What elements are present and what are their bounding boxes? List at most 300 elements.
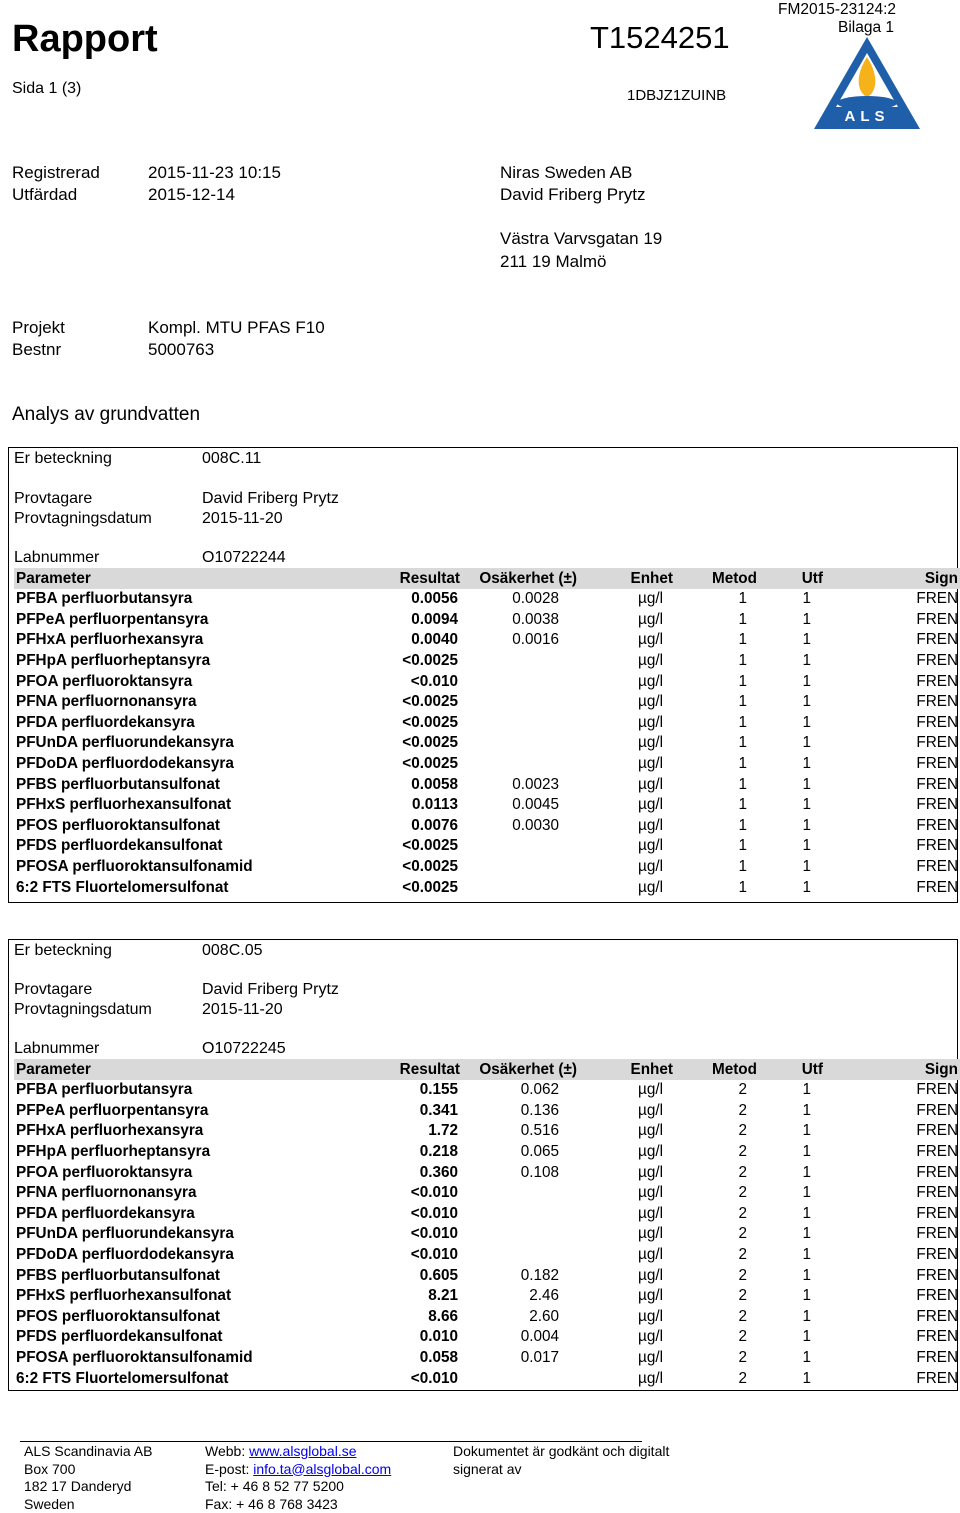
parameter-cell: PFOSA perfluoroktansulfonamid xyxy=(16,858,253,876)
utf-cell: 1 xyxy=(802,1225,811,1243)
uncertainty-cell: 0.0030 xyxy=(512,816,559,834)
parameter-cell: PFDoDA perfluordodekansyra xyxy=(16,755,234,773)
result-cell: <0.0025 xyxy=(402,734,458,752)
uncertainty-cell xyxy=(462,1183,579,1204)
parameter-cell: 6:2 FTS Fluortelomersulfonat xyxy=(16,1369,229,1387)
method-cell: 2 xyxy=(738,1307,747,1325)
method-cell: 1 xyxy=(738,713,747,731)
unit-cell: µg/l xyxy=(638,775,663,793)
lab-number-label: Labnummer xyxy=(14,549,100,566)
result-cell: 0.0094 xyxy=(411,610,458,628)
parameter-cell: PFDA perfluordekansyra xyxy=(16,713,195,731)
sign-cell: FREN xyxy=(916,1246,958,1264)
section-title: Analys av grundvatten xyxy=(12,404,201,425)
parameter-cell: PFOSA perfluoroktansulfonamid xyxy=(16,1349,253,1367)
uncertainty-cell: 0.065 xyxy=(520,1143,559,1161)
unit-cell: µg/l xyxy=(638,1307,663,1325)
footer-divider xyxy=(20,1441,642,1442)
table-row xyxy=(14,1080,960,1101)
parameter-cell: PFHpA perfluorheptansyra xyxy=(16,652,211,670)
method-cell: 2 xyxy=(738,1143,747,1161)
uncertainty-cell: 0.108 xyxy=(520,1163,559,1181)
unit-cell: µg/l xyxy=(638,878,663,896)
sign-cell: FREN xyxy=(916,1369,958,1387)
sign-cell: FREN xyxy=(916,1081,958,1099)
parameter-cell: PFUnDA perfluorundekansyra xyxy=(16,734,234,752)
uncertainty-cell: 0.0045 xyxy=(512,796,559,814)
uncertainty-cell: 0.004 xyxy=(520,1328,559,1346)
unit-cell: µg/l xyxy=(638,1184,663,1202)
results-table xyxy=(14,568,960,898)
sign-cell: FREN xyxy=(916,1122,958,1140)
parameter-cell: PFHxA perfluorhexansyra xyxy=(16,631,204,649)
method-cell: 2 xyxy=(738,1122,747,1140)
parameter-cell: PFNA perfluornonansyra xyxy=(16,1184,197,1202)
utf-cell: 1 xyxy=(802,1349,811,1367)
sampler-label: Provtagare xyxy=(14,981,93,998)
method-cell: 1 xyxy=(738,734,747,752)
method-cell: 2 xyxy=(738,1204,747,1222)
method-cell: 2 xyxy=(738,1287,747,1305)
method-cell: 2 xyxy=(738,1101,747,1119)
parameter-cell: PFOS perfluoroktansulfonat xyxy=(16,1307,220,1325)
utf-cell: 1 xyxy=(802,1163,811,1181)
unit-cell: µg/l xyxy=(638,816,663,834)
uncertainty-header: Osäkerhet (±) xyxy=(462,1059,579,1080)
table-row xyxy=(14,671,960,692)
registered-label: Registrerad xyxy=(12,163,100,182)
parameter-cell: PFUnDA perfluorundekansyra xyxy=(16,1225,234,1243)
unit-cell: µg/l xyxy=(638,1266,663,1284)
uncertainty-cell xyxy=(462,671,579,692)
unit-cell: µg/l xyxy=(638,1163,663,1181)
utf-cell: 1 xyxy=(802,775,811,793)
result-cell: <0.010 xyxy=(410,1184,458,1202)
project-label: Projekt xyxy=(12,318,65,337)
sign-cell: FREN xyxy=(916,610,958,628)
footer-company: ALS Scandinavia AB xyxy=(24,1443,153,1459)
uncertainty-cell xyxy=(462,692,579,713)
uncertainty-cell xyxy=(462,1245,579,1266)
uncertainty-cell xyxy=(462,651,579,672)
method-cell: 1 xyxy=(738,858,747,876)
attachment-label: Bilaga 1 xyxy=(838,19,895,36)
sign-cell: FREN xyxy=(916,693,958,711)
parameter-cell: PFOA perfluoroktansyra xyxy=(16,672,193,690)
method-cell: 1 xyxy=(738,693,747,711)
designation-label: Er beteckning xyxy=(14,942,112,959)
result-cell: <0.0025 xyxy=(402,652,458,670)
utf-cell: 1 xyxy=(802,858,811,876)
parameter-cell: PFPeA perfluorpentansyra xyxy=(16,610,209,628)
sign-cell: FREN xyxy=(916,816,958,834)
utf-cell: 1 xyxy=(802,1246,811,1264)
table-row xyxy=(14,630,960,651)
result-cell: <0.0025 xyxy=(402,878,458,896)
method-cell: 1 xyxy=(738,590,747,608)
utf-cell: 1 xyxy=(802,755,811,773)
sign-cell: FREN xyxy=(916,672,958,690)
unit-cell: µg/l xyxy=(638,1369,663,1387)
sample-block-1 xyxy=(8,447,958,903)
footer-contact xyxy=(205,1443,391,1513)
result-header: Resultat xyxy=(348,1059,462,1080)
table-row xyxy=(14,1327,960,1348)
document-reference: FM2015-23124:2 xyxy=(778,1,897,18)
unit-cell: µg/l xyxy=(638,1081,663,1099)
sign-cell: FREN xyxy=(916,1349,958,1367)
table-row xyxy=(14,1265,960,1286)
result-cell: 0.0113 xyxy=(412,796,458,814)
table-row xyxy=(14,1121,960,1142)
result-cell: <0.0025 xyxy=(402,837,458,855)
result-cell: 0.010 xyxy=(419,1328,458,1346)
lab-number-label: Labnummer xyxy=(14,1040,100,1057)
table-row xyxy=(14,795,960,816)
table-row xyxy=(14,1183,960,1204)
uncertainty-cell: 0.0038 xyxy=(512,610,559,628)
sign-cell: FREN xyxy=(916,1328,958,1346)
utf-cell: 1 xyxy=(802,1143,811,1161)
report-title: Rapport xyxy=(12,18,158,60)
utf-cell: 1 xyxy=(802,1204,811,1222)
parameter-cell: PFDoDA perfluordodekansyra xyxy=(16,1246,234,1264)
unit-cell: µg/l xyxy=(638,1101,663,1119)
sign-cell: FREN xyxy=(916,652,958,670)
web-label: Webb: xyxy=(205,1443,250,1459)
table-row xyxy=(14,877,960,898)
table-row xyxy=(14,589,960,610)
utf-cell: 1 xyxy=(802,796,811,814)
unit-header: Enhet xyxy=(579,1059,675,1080)
parameter-cell: PFDS perfluordekansulfonat xyxy=(16,1328,223,1346)
utf-cell: 1 xyxy=(802,1328,811,1346)
unit-cell: µg/l xyxy=(638,610,663,628)
result-cell: 0.0040 xyxy=(411,631,458,649)
table-row xyxy=(14,1368,960,1389)
result-header: Resultat xyxy=(348,568,462,589)
utf-cell: 1 xyxy=(802,1307,811,1325)
table-row xyxy=(14,713,960,734)
result-cell: 0.0056 xyxy=(411,590,458,608)
uncertainty-cell xyxy=(462,877,579,898)
contact-name: David Friberg Prytz xyxy=(500,185,646,204)
method-cell: 1 xyxy=(738,837,747,855)
method-cell: 2 xyxy=(738,1184,747,1202)
table-row xyxy=(14,836,960,857)
table-row xyxy=(14,1307,960,1328)
parameter-cell: PFNA perfluornonansyra xyxy=(16,693,197,711)
utf-cell: 1 xyxy=(802,878,811,896)
unit-cell: µg/l xyxy=(638,652,663,670)
report-number: T1524251 xyxy=(590,20,730,55)
table-row xyxy=(14,733,960,754)
table-row xyxy=(14,1224,960,1245)
sign-cell: FREN xyxy=(916,1184,958,1202)
parameter-cell: PFOA perfluoroktansyra xyxy=(16,1163,193,1181)
method-cell: 1 xyxy=(738,631,747,649)
sign-cell: FREN xyxy=(916,1163,958,1181)
uncertainty-cell xyxy=(462,857,579,878)
unit-cell: µg/l xyxy=(638,858,663,876)
utf-cell: 1 xyxy=(802,734,811,752)
sign-header: Sign xyxy=(825,1059,960,1080)
table-row xyxy=(14,857,960,878)
table-row xyxy=(14,1348,960,1369)
result-cell: <0.0025 xyxy=(402,713,458,731)
sample-date-value: 2015-11-20 xyxy=(202,510,283,527)
sign-cell: FREN xyxy=(916,1101,958,1119)
method-cell: 1 xyxy=(738,672,747,690)
utf-cell: 1 xyxy=(802,1081,811,1099)
uncertainty-cell: 0.182 xyxy=(520,1266,559,1284)
unit-cell: µg/l xyxy=(638,672,663,690)
uncertainty-cell xyxy=(462,1368,579,1389)
utf-cell: 1 xyxy=(802,631,811,649)
sign-cell: FREN xyxy=(916,1204,958,1222)
designation-value: 008C.11 xyxy=(202,450,262,467)
result-cell: <0.010 xyxy=(410,1369,458,1387)
registered-value: 2015-11-23 10:15 xyxy=(148,163,281,182)
signature-note-line-1: Dokumentet är godkänt och digitalt xyxy=(453,1443,670,1459)
sample-date-label: Provtagningsdatum xyxy=(14,510,152,527)
sample-date-label: Provtagningsdatum xyxy=(14,1001,152,1018)
parameter-header: Parameter xyxy=(14,568,348,589)
logo-text: ALS xyxy=(844,108,890,125)
sign-cell: FREN xyxy=(916,796,958,814)
uncertainty-cell xyxy=(462,1224,579,1245)
utf-cell: 1 xyxy=(802,610,811,628)
uncertainty-cell: 0.062 xyxy=(520,1081,559,1099)
method-cell: 1 xyxy=(738,796,747,814)
parameter-cell: PFHxS perfluorhexansulfonat xyxy=(16,1287,232,1305)
sample-date-value: 2015-11-20 xyxy=(202,1001,283,1018)
table-row xyxy=(14,1245,960,1266)
website-link[interactable]: www.alsglobal.se xyxy=(249,1443,357,1459)
parameter-cell: PFDS perfluordekansulfonat xyxy=(16,837,223,855)
sign-cell: FREN xyxy=(916,631,958,649)
sign-cell: FREN xyxy=(916,734,958,752)
sampler-value: David Friberg Prytz xyxy=(202,981,339,998)
sign-cell: FREN xyxy=(916,1266,958,1284)
parameter-cell: PFDA perfluordekansyra xyxy=(16,1204,195,1222)
table-row xyxy=(14,1204,960,1225)
unit-header: Enhet xyxy=(579,568,675,589)
method-cell: 1 xyxy=(738,816,747,834)
sign-cell: FREN xyxy=(916,590,958,608)
uncertainty-cell xyxy=(462,1204,579,1225)
unit-cell: µg/l xyxy=(638,734,663,752)
uncertainty-cell: 0.0016 xyxy=(512,631,559,649)
page-indicator: Sida 1 (3) xyxy=(12,80,82,97)
unit-cell: µg/l xyxy=(638,1328,663,1346)
uncertainty-cell: 0.516 xyxy=(520,1122,559,1140)
table-row xyxy=(14,1142,960,1163)
uncertainty-cell xyxy=(462,733,579,754)
method-header: Metod xyxy=(675,568,759,589)
parameter-cell: PFBS perfluorbutansulfonat xyxy=(16,775,220,793)
utf-cell: 1 xyxy=(802,816,811,834)
utf-cell: 1 xyxy=(802,1287,811,1305)
sample-block-2 xyxy=(8,939,958,1391)
utf-header: Utf xyxy=(759,568,825,589)
uncertainty-cell: 0.0028 xyxy=(512,590,559,608)
method-cell: 1 xyxy=(738,610,747,628)
uncertainty-cell: 2.46 xyxy=(529,1287,559,1305)
table-row xyxy=(14,754,960,775)
parameter-cell: PFBS perfluorbutansulfonat xyxy=(16,1266,220,1284)
result-cell: <0.010 xyxy=(410,1246,458,1264)
utf-cell: 1 xyxy=(802,1266,811,1284)
unit-cell: µg/l xyxy=(638,1204,663,1222)
result-cell: 1.72 xyxy=(428,1122,458,1140)
sign-cell: FREN xyxy=(916,713,958,731)
unit-cell: µg/l xyxy=(638,1122,663,1140)
unit-cell: µg/l xyxy=(638,631,663,649)
sign-cell: FREN xyxy=(916,1225,958,1243)
parameter-header: Parameter xyxy=(14,1059,348,1080)
table-row xyxy=(14,1101,960,1122)
result-cell: <0.010 xyxy=(410,1204,458,1222)
email-label: E-post: xyxy=(205,1460,254,1477)
sampler-label: Provtagare xyxy=(14,490,93,507)
footer-phone: Tel: + 46 8 52 77 5200 xyxy=(205,1478,344,1494)
utf-cell: 1 xyxy=(802,652,811,670)
unit-cell: µg/l xyxy=(638,693,663,711)
sign-cell: FREN xyxy=(916,858,958,876)
unit-cell: µg/l xyxy=(638,1246,663,1264)
issued-value: 2015-12-14 xyxy=(148,185,235,204)
utf-header: Utf xyxy=(759,1059,825,1080)
unit-cell: µg/l xyxy=(638,590,663,608)
unit-cell: µg/l xyxy=(638,1143,663,1161)
result-cell: <0.0025 xyxy=(402,858,458,876)
uncertainty-cell: 0.0023 xyxy=(512,775,559,793)
uncertainty-cell: 0.017 xyxy=(520,1349,559,1367)
sign-cell: FREN xyxy=(916,878,958,896)
parameter-cell: PFHxS perfluorhexansulfonat xyxy=(16,796,232,814)
table-row xyxy=(14,1286,960,1307)
project-value: Kompl. MTU PFAS F10 xyxy=(148,318,325,337)
result-cell: 0.360 xyxy=(419,1163,458,1181)
result-cell: 0.605 xyxy=(419,1266,458,1284)
parameter-cell: 6:2 FTS Fluortelomersulfonat xyxy=(16,878,229,896)
method-cell: 2 xyxy=(738,1163,747,1181)
utf-cell: 1 xyxy=(802,590,811,608)
sign-cell: FREN xyxy=(916,775,958,793)
results-table xyxy=(14,1059,960,1389)
result-cell: <0.010 xyxy=(410,672,458,690)
table-header-row xyxy=(14,1059,960,1080)
method-cell: 2 xyxy=(738,1266,747,1284)
result-cell: 0.058 xyxy=(419,1349,458,1367)
result-cell: 0.0058 xyxy=(411,775,458,793)
result-cell: 0.341 xyxy=(419,1101,458,1119)
sign-header: Sign xyxy=(825,568,960,589)
uncertainty-header: Osäkerhet (±) xyxy=(462,568,579,589)
method-cell: 2 xyxy=(738,1328,747,1346)
unit-cell: µg/l xyxy=(638,1287,663,1305)
footer-address xyxy=(24,1443,152,1513)
als-logo xyxy=(812,35,922,131)
method-header: Metod xyxy=(675,1059,759,1080)
parameter-cell: PFHxA perfluorhexansyra xyxy=(16,1122,204,1140)
footer-signature-note xyxy=(453,1443,669,1478)
result-cell: <0.0025 xyxy=(402,693,458,711)
sign-cell: FREN xyxy=(916,1143,958,1161)
method-cell: 1 xyxy=(738,878,747,896)
footer-fax: Fax: + 46 8 768 3423 xyxy=(205,1495,338,1512)
utf-cell: 1 xyxy=(802,1122,811,1140)
result-cell: 0.0076 xyxy=(411,816,458,834)
company-name: Niras Sweden AB xyxy=(500,163,633,182)
utf-cell: 1 xyxy=(802,693,811,711)
result-cell: 8.66 xyxy=(428,1307,458,1325)
utf-cell: 1 xyxy=(802,672,811,690)
table-header-row xyxy=(14,568,960,589)
sampler-value: David Friberg Prytz xyxy=(202,490,339,507)
unit-cell: µg/l xyxy=(638,713,663,731)
issued-label: Utfärdad xyxy=(12,185,78,204)
utf-cell: 1 xyxy=(802,837,811,855)
unit-cell: µg/l xyxy=(638,1349,663,1367)
method-cell: 1 xyxy=(738,775,747,793)
uncertainty-cell xyxy=(462,836,579,857)
sign-cell: FREN xyxy=(916,1307,958,1325)
sign-cell: FREN xyxy=(916,1287,958,1305)
footer-box: Box 700 xyxy=(24,1460,76,1477)
uncertainty-cell xyxy=(462,713,579,734)
footer-country: Sweden xyxy=(24,1495,75,1512)
uncertainty-cell: 2.60 xyxy=(529,1307,559,1325)
result-cell: <0.0025 xyxy=(402,755,458,773)
unit-cell: µg/l xyxy=(638,1225,663,1243)
method-cell: 1 xyxy=(738,652,747,670)
method-cell: 2 xyxy=(738,1349,747,1367)
utf-cell: 1 xyxy=(802,1369,811,1387)
utf-cell: 1 xyxy=(802,1184,811,1202)
parameter-cell: PFHpA perfluorheptansyra xyxy=(16,1143,211,1161)
table-row xyxy=(14,651,960,672)
designation-label: Er beteckning xyxy=(14,450,112,467)
sign-cell: FREN xyxy=(916,755,958,773)
street-address: Västra Varvsgatan 19 xyxy=(500,229,663,248)
table-row xyxy=(14,816,960,837)
result-cell: 0.155 xyxy=(419,1081,458,1099)
utf-cell: 1 xyxy=(802,713,811,731)
uncertainty-cell: 0.136 xyxy=(520,1101,559,1119)
signature-note-line-2: signerat av xyxy=(453,1460,522,1477)
sign-cell: FREN xyxy=(916,837,958,855)
result-cell: <0.010 xyxy=(410,1225,458,1243)
email-link[interactable]: info.ta@alsglobal.com xyxy=(253,1460,392,1477)
unit-cell: µg/l xyxy=(638,755,663,773)
method-cell: 2 xyxy=(738,1081,747,1099)
table-row xyxy=(14,774,960,795)
parameter-cell: PFBA perfluorbutansyra xyxy=(16,590,193,608)
result-cell: 8.21 xyxy=(428,1287,458,1305)
method-cell: 2 xyxy=(738,1369,747,1387)
designation-value: 008C.05 xyxy=(202,942,263,959)
method-cell: 2 xyxy=(738,1225,747,1243)
parameter-cell: PFBA perfluorbutansyra xyxy=(16,1081,193,1099)
report-code: 1DBJZ1ZUINB xyxy=(627,87,727,104)
lab-number-value: O10722244 xyxy=(202,549,286,566)
unit-cell: µg/l xyxy=(638,796,663,814)
footer-postcode: 182 17 Danderyd xyxy=(24,1478,132,1494)
method-cell: 1 xyxy=(738,755,747,773)
order-value: 5000763 xyxy=(148,340,215,359)
